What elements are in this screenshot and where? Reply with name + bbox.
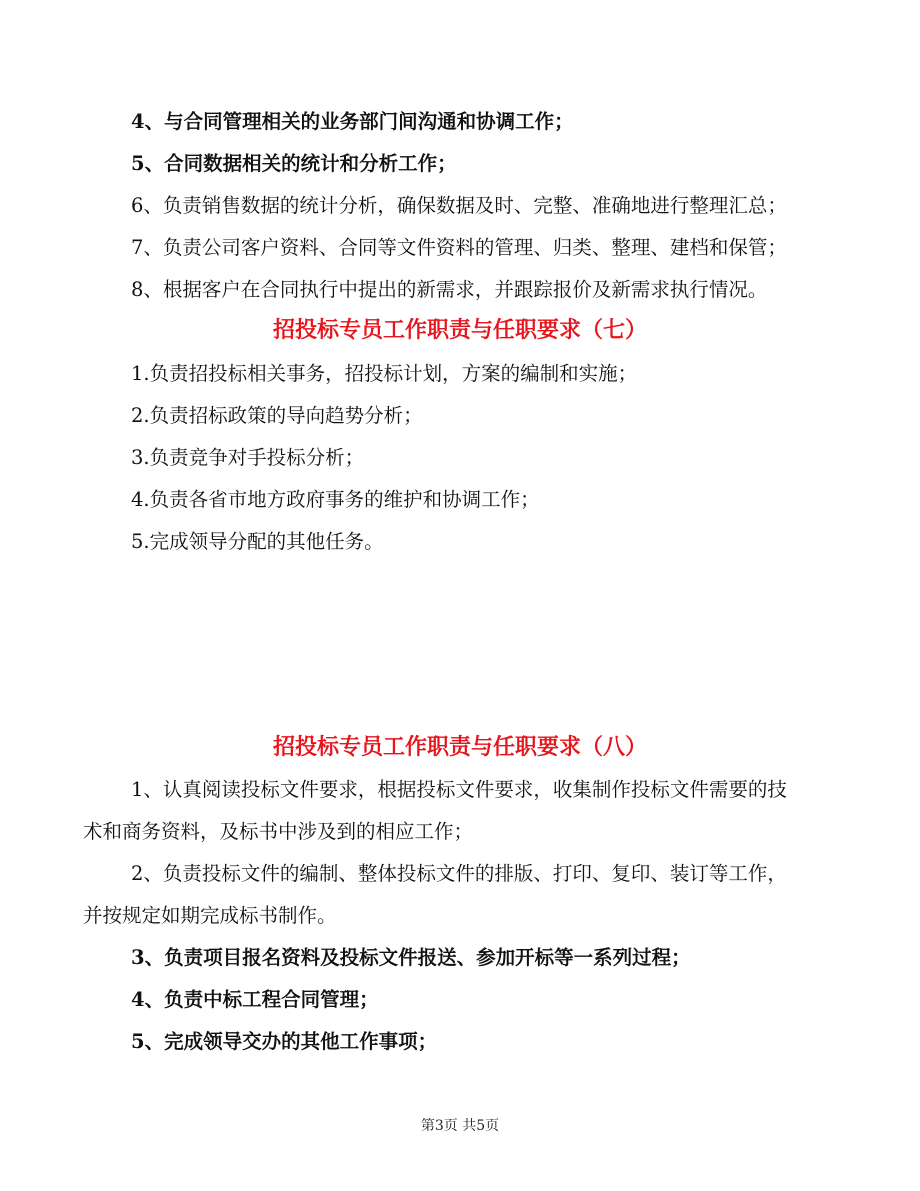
list-item-continuation: 术和商务资料，及标书中涉及到的相应工作； (83, 820, 474, 843)
list-item: 8、根据客户在合同执行中提出的新需求，并跟踪报价及新需求执行情况。 (131, 278, 768, 301)
list-item: 5.完成领导分配的其他任务。 (131, 530, 384, 553)
list-item: 4、与合同管理相关的业务部门间沟通和协调工作； (131, 110, 574, 133)
page-number: 第3页 共5页 (420, 1118, 500, 1134)
list-item: 2.负责招标政策的导向趋势分析； (131, 404, 423, 427)
list-item: 1、认真阅读投标文件要求，根据投标文件要求，收集制作投标文件需要的技 (131, 778, 787, 801)
list-item: 2、负责投标文件的编制、整体投标文件的排版、打印、复印、装订等工作， (131, 862, 787, 885)
list-item: 4、负责中标工程合同管理； (131, 988, 379, 1011)
list-item: 4.负责各省市地方政府事务的维护和协调工作； (131, 488, 540, 511)
list-item: 5、合同数据相关的统计和分析工作； (131, 152, 457, 175)
list-item: 1.负责招投标相关事务，招投标计划，方案的编制和实施； (131, 362, 638, 385)
list-item: 3、负责项目报名资料及投标文件报送、参加开标等一系列过程； (131, 946, 691, 969)
list-item: 7、负责公司客户资料、合同等文件资料的管理、归类、整理、建档和保管； (131, 236, 787, 259)
section-heading-7: 招投标专员工作职责与任职要求（七） (272, 317, 647, 343)
list-item: 6、负责销售数据的统计分析，确保数据及时、完整、准确地进行整理汇总； (131, 194, 787, 217)
list-item: 5、完成领导交办的其他工作事项； (131, 1030, 438, 1053)
list-item: 3.负责竞争对手投标分析； (131, 446, 365, 469)
section-heading-8: 招投标专员工作职责与任职要求（八） (272, 734, 647, 760)
list-item-continuation: 并按规定如期完成标书制作。 (83, 904, 337, 927)
